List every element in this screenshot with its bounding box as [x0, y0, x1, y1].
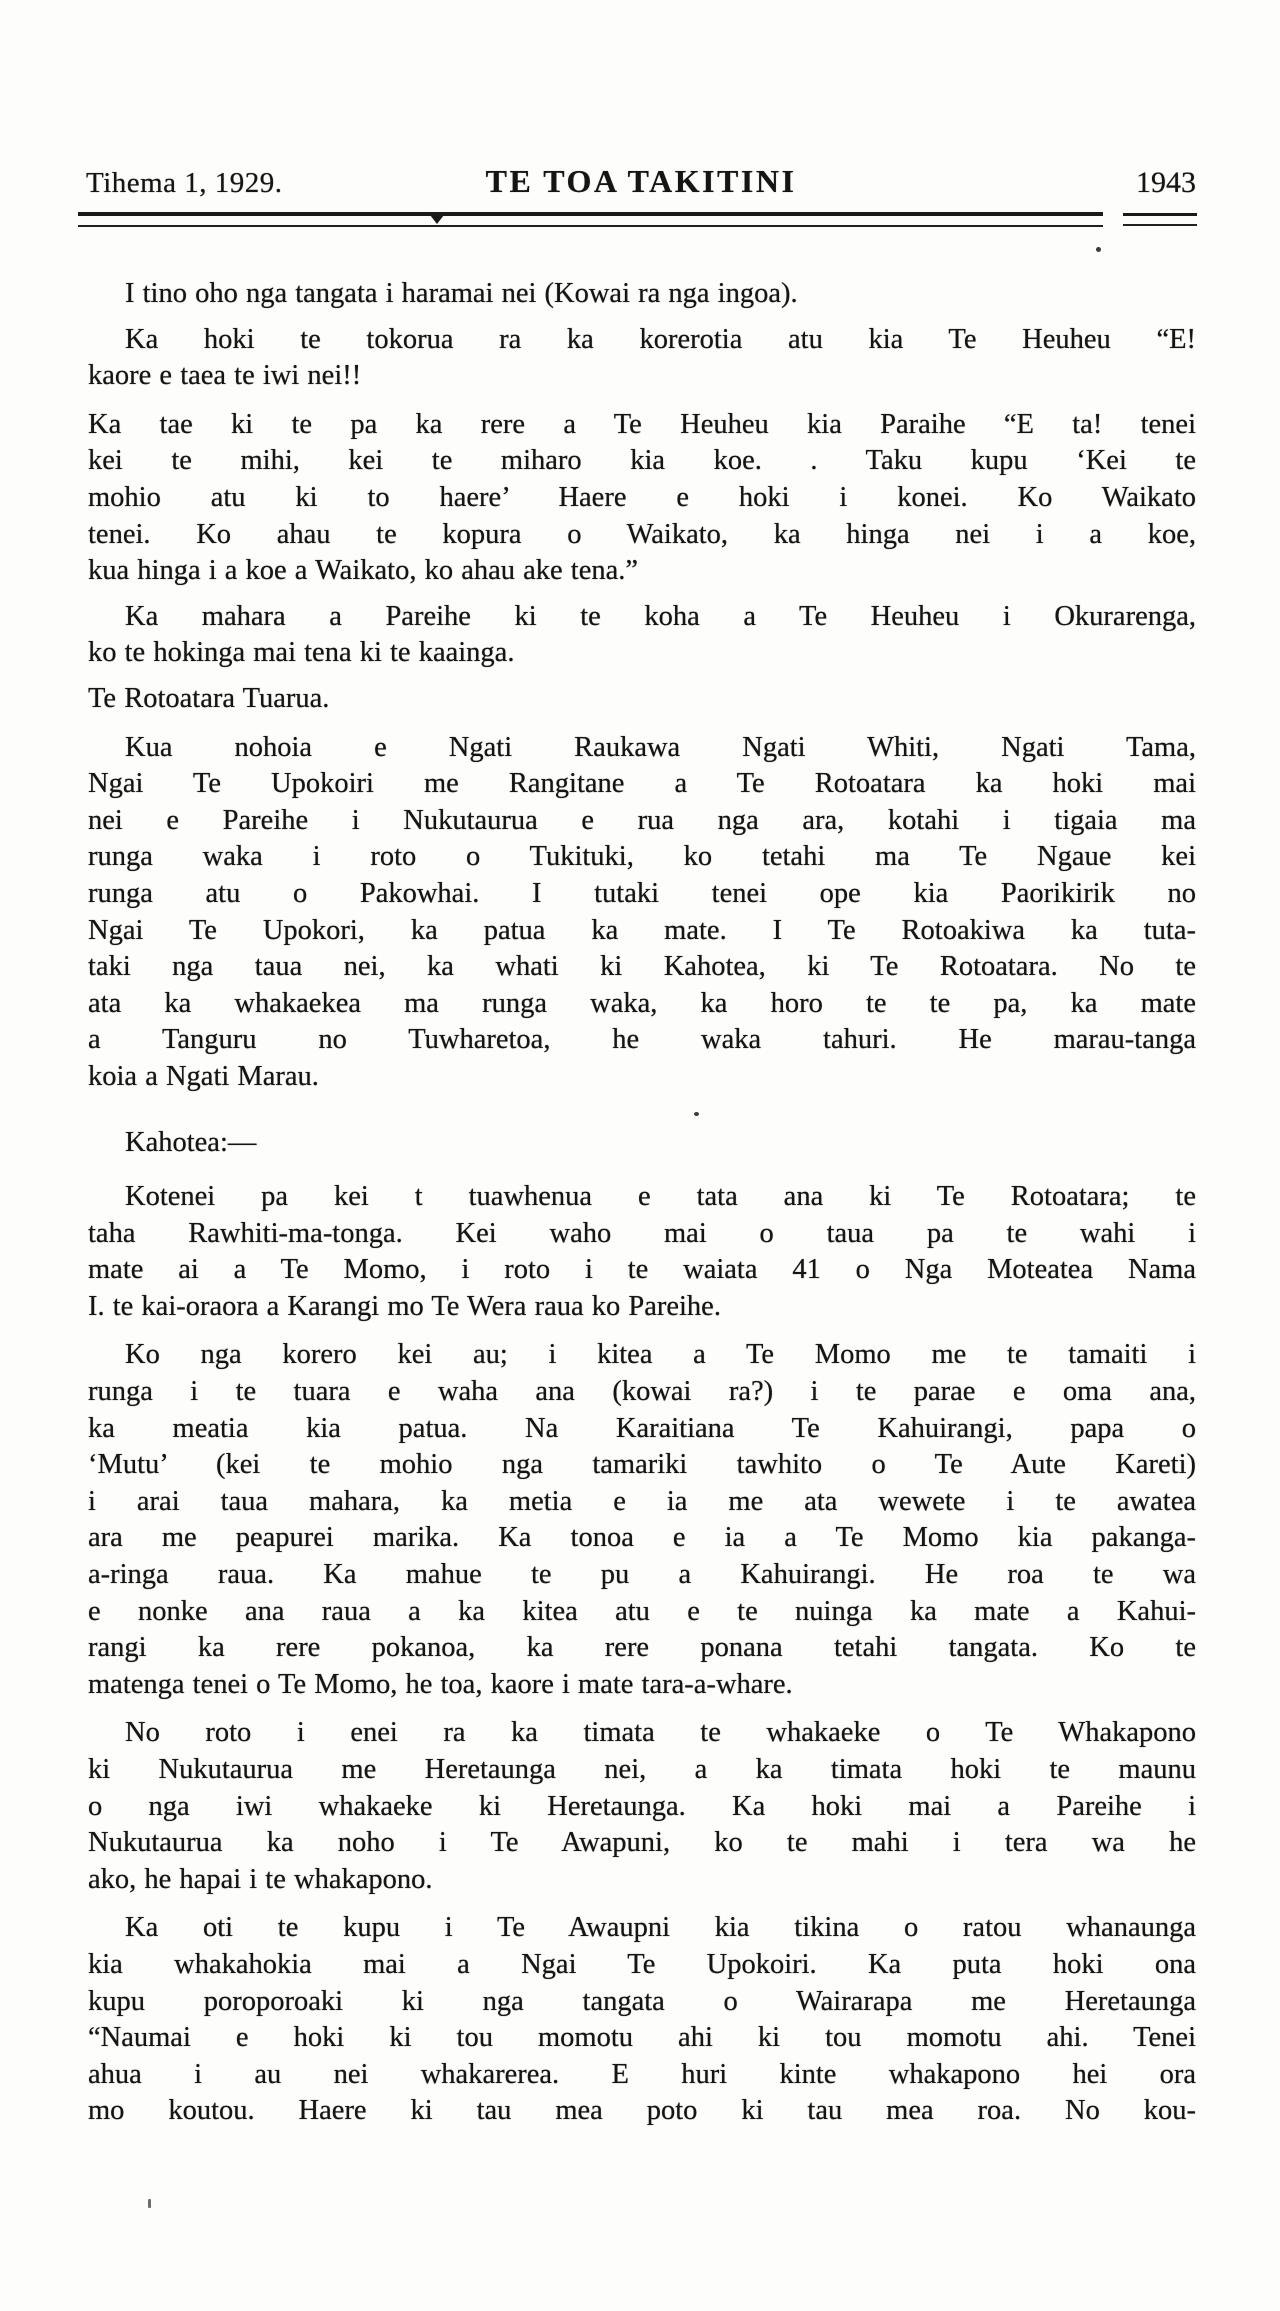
- ink-speck: [694, 1112, 699, 1116]
- text-line: a-ringa raua. Ka mahue te pu a Kahuirangi. He roa te wa: [88, 1559, 1196, 1590]
- text-line: kia whakahokia mai a Ngai Te Upokoiri. Ka puta hoki ona: [88, 1948, 1196, 1980]
- text-line: o nga iwi whakaeke ki Heretaunga. Ka hoki mai a Pareihe i: [88, 1790, 1196, 1822]
- ink-blot: [430, 215, 444, 224]
- ink-speck: [148, 2199, 151, 2208]
- text-line: ara me peapurei marika. Ka tonoa e ia a Te Momo kia pakanga-: [88, 1522, 1196, 1554]
- text-line: I tino oho nga tangata i haramai nei (Kowai ra nga ingoa).: [125, 278, 798, 309]
- text-line: runga atu o Pakowhai. I tutaki tenei ope kia Paorikirik no: [88, 877, 1196, 909]
- text-line: ka meatia kia patua. Na Karaitiana Te Kahuirangi, papa o: [88, 1412, 1196, 1444]
- text-line: Kotenei pa kei t tuawhenua e tata ana ki Te Rotoatara; te: [125, 1181, 1196, 1213]
- text-line: Kua nohoia e Ngati Raukawa Ngati Whiti, Ngati Tama,: [125, 731, 1196, 763]
- text-line: nei e Pareihe i Nukutaurua e rua nga ara, kotahi i tigaia ma: [88, 804, 1196, 836]
- text-line: taki nga taua nei, ka whati ki Kahotea, ki Te Rotoatara. No te: [88, 951, 1196, 983]
- paragraph: [88, 1179, 1196, 1325]
- issue-date: Tihema 1, 1929.: [86, 167, 283, 199]
- text-line: Ko nga korero kei au; i kitea a Te Momo me te tamaiti i: [125, 1339, 1196, 1371]
- text-line: I. te kai-oraora a Karangi mo Te Wera raua ko Pareihe.: [88, 1290, 721, 1322]
- ink-speck: [1096, 247, 1101, 252]
- text-line: Ngai Te Upokori, ka patua ka mate. I Te Rotoakiwa ka tuta-: [88, 914, 1196, 946]
- paragraph: [88, 1125, 1196, 1162]
- text-line: koia a Ngati Marau.: [88, 1060, 319, 1092]
- text-line: e nonke ana raua a ka kitea atu e te nuinga ka mate a Kahui-: [88, 1595, 1196, 1627]
- text-line: rangi ka rere pokanoa, ka rere ponana tetahi tangata. Ko te: [88, 1632, 1196, 1664]
- text-line: “Naumai e hoki ki tou momotu ahi ki tou momotu ahi. Tenei: [88, 2022, 1196, 2054]
- text-line: a Tanguru no Tuwharetoa, he waka tahuri. He marau-tanga: [88, 1024, 1196, 1056]
- text-line: ahua i au nei whakarerea. E huri kinte whakapono hei ora: [88, 2058, 1196, 2090]
- article-body: [88, 276, 1196, 2130]
- text-line: mate ai a Te Momo, i roto i te waiata 41 o Nga Moteatea Nama: [88, 1254, 1196, 1286]
- text-line: mo koutou. Haere ki tau mea poto ki tau mea roa. No kou-: [88, 2095, 1196, 2127]
- text-line: kei te mihi, kei te miharo kia koe. . Taku kupu ‘Kei te: [88, 445, 1196, 477]
- text-line: Ngai Te Upokoiri me Rangitane a Te Rotoatara ka hoki mai: [88, 768, 1196, 800]
- text-line: taha Rawhiti-ma-tonga. Kei waho mai o taua pa te wahi i: [88, 1217, 1196, 1249]
- text-line: kupu poroporoaki ki nga tangata o Wairarapa me Heretaunga: [88, 1985, 1196, 2017]
- header-rule-right-segment: [1123, 213, 1197, 226]
- text-line: Kahotea:—: [125, 1127, 257, 1159]
- paragraph: [88, 730, 1196, 1096]
- text-line: tenei. Ko ahau te kopura o Waikato, ka hinga nei i a koe,: [88, 518, 1196, 550]
- text-line: Nukutaurua ka noho i Te Awapuni, ko te mahi i tera wa he: [88, 1827, 1196, 1859]
- text-line: No roto i enei ra ka timata te whakaeke o Te Whakapono: [125, 1717, 1196, 1749]
- text-line: Ka tae ki te pa ka rere a Te Heuheu kia Paraihe “E ta! tenei: [88, 408, 1196, 440]
- paragraph: [88, 1910, 1196, 2130]
- text-line: ata ka whakaekea ma runga waka, ka horo te te pa, ka mate: [88, 987, 1196, 1019]
- text-line: ki Nukutaurua me Heretaunga nei, a ka timata hoki te maunu: [88, 1753, 1196, 1785]
- text-line: ‘Mutu’ (kei te mohio nga tamariki tawhito o Te Aute Kareti): [88, 1449, 1196, 1481]
- paragraph: [88, 276, 1196, 313]
- text-line: Ka hoki te tokorua ra ka korerotia atu kia Te Heuheu “E!: [125, 323, 1196, 355]
- text-line: Ka oti te kupu i Te Awaupni kia tikina o ratou whanaunga: [125, 1912, 1196, 1944]
- text-line: kua hinga i a koe a Waikato, ko ahau ake tena.”: [88, 555, 639, 587]
- text-line: i arai taua mahara, ka metia e ia me ata wewete i te awatea: [88, 1485, 1196, 1517]
- paragraph: [88, 322, 1196, 395]
- paragraph: [88, 407, 1196, 590]
- paragraph: [88, 1715, 1196, 1898]
- text-line: Ka mahara a Pareihe ki te koha a Te Heuheu i Okurarenga,: [125, 600, 1196, 632]
- text-line: ko te hokinga mai tena ki te kaainga.: [88, 637, 515, 669]
- page-title: TE TOA TAKITINI: [485, 163, 797, 199]
- header-rule-main: [78, 212, 1103, 227]
- paragraph: [88, 1337, 1196, 1703]
- header-rule: [78, 212, 1197, 224]
- text-line: ako, he hapai i te whakapono.: [88, 1863, 433, 1895]
- text-line: mohio atu ki to haere’ Haere e hoki i konei. Ko Waikato: [88, 481, 1196, 513]
- text-line: kaore e taea te iwi nei!!: [88, 360, 362, 392]
- text-line: runga waka i roto o Tukituki, ko tetahi ma Te Ngaue kei: [88, 841, 1196, 873]
- text-line: Te Rotoatara Tuarua.: [88, 682, 330, 714]
- paragraph: [88, 599, 1196, 672]
- paragraph: [88, 681, 1196, 718]
- masthead: [86, 163, 1196, 200]
- page-number: 1943: [1136, 166, 1196, 199]
- text-line: runga i te tuara e waha ana (kowai ra?) i te parae e oma ana,: [88, 1376, 1196, 1408]
- text-line: matenga tenei o Te Momo, he toa, kaore i mate tara-a-whare.: [88, 1668, 793, 1700]
